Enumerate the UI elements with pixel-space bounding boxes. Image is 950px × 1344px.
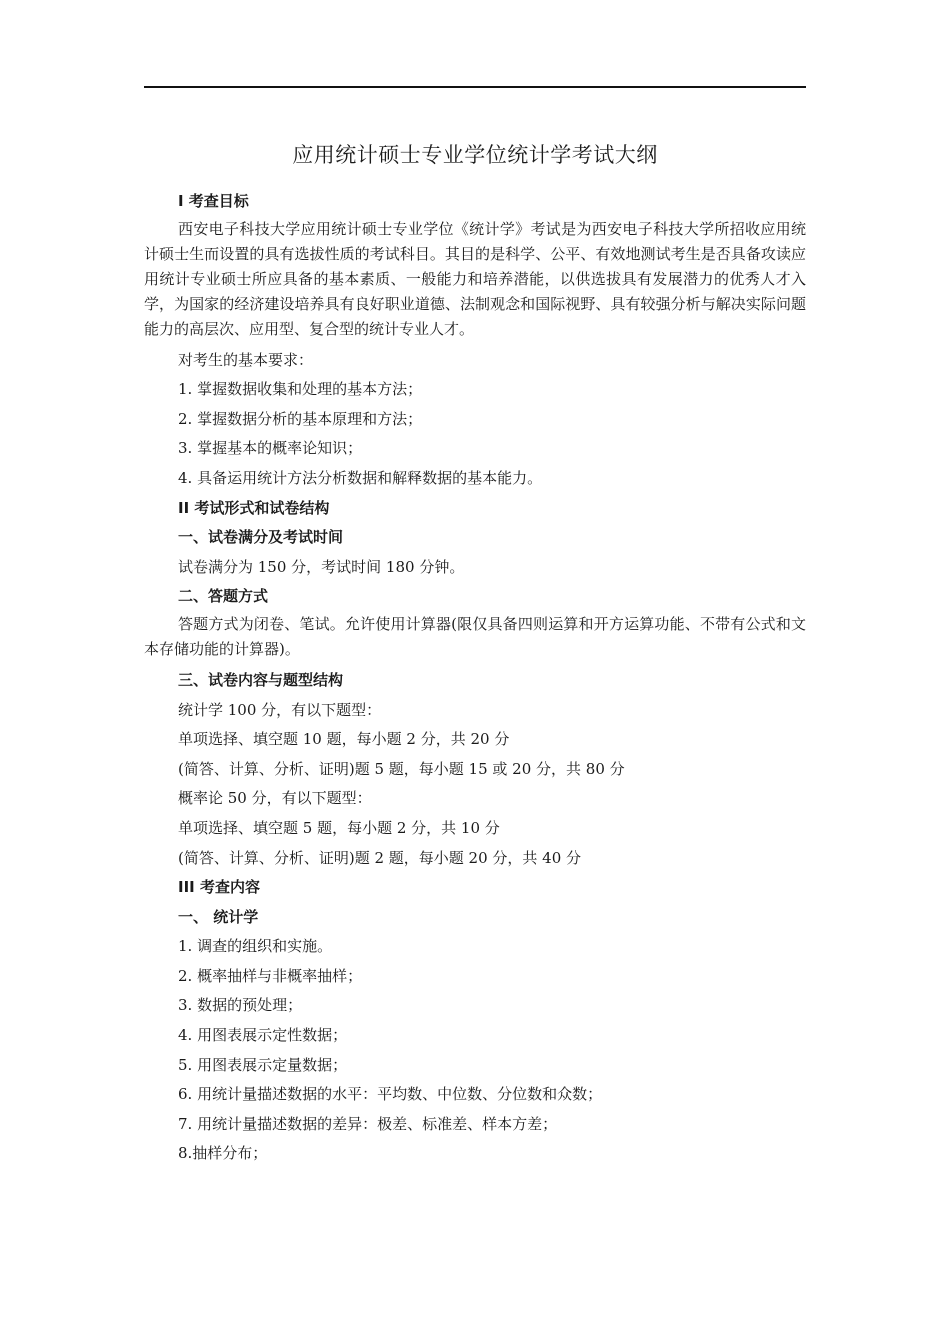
subheading-statistics: 一、 统计学: [178, 907, 259, 926]
header-rule: [144, 86, 806, 88]
subheading-exam-time: 一、试卷满分及考试时间: [178, 528, 344, 547]
subheading-structure: 三、试卷内容与题型结构: [178, 670, 344, 689]
intro-paragraph: 西安电子科技大学应用统计硕士专业学位《统计学》考试是为西安电子科技大学所招收应用统计硕士生而设置的具有选拔性质的考试科目。其目的是科学、公平、有效地测试考生是否具备攻读应用统计专业硕士所应具备的基本素质、一般能力和培养潜能，以供选拔具有发展潜力的优秀人才入学，为国家的经济建设培养具有良好职业道德、法制观念和国际视野、具有较强分析与解决实际问题能力的高层次、应用型、复合型的统计专业人才。: [144, 219, 806, 338]
subheading-answer-mode: 二、答题方式: [178, 587, 269, 606]
content-item: 4. 用图表展示定性数据；: [178, 1026, 348, 1045]
content-item: 5. 用图表展示定量数据；: [178, 1055, 348, 1074]
structure-line: (简答、计算、分析、证明)题 5 题，每小题 15 或 20 分，共 80 分: [178, 759, 625, 778]
requirements-label: 对考生的基本要求：: [178, 350, 314, 369]
document-body: [144, 187, 806, 1169]
section-heading-3: III 考查内容: [178, 878, 260, 897]
section-heading-2: II 考试形式和试卷结构: [178, 498, 330, 517]
content-item: 3. 数据的预处理；: [178, 996, 303, 1015]
structure-line: 单项选择、填空题 5 题，每小题 2 分，共 10 分: [178, 818, 500, 837]
structure-line: 统计学 100 分，有以下题型：: [178, 700, 382, 719]
structure-line: 概率论 50 分，有以下题型：: [178, 789, 372, 808]
requirement-item: 1. 掌握数据收集和处理的基本方法；: [178, 380, 423, 399]
structure-line: 单项选择、填空题 10 题，每小题 2 分，共 20 分: [178, 730, 510, 749]
exam-time-text: 试卷满分为 150 分，考试时间 180 分钟。: [178, 557, 465, 576]
content-item: 8.抽样分布；: [178, 1144, 268, 1163]
page-title: 应用统计硕士专业学位统计学考试大纲: [292, 143, 658, 167]
requirement-item: 2. 掌握数据分析的基本原理和方法；: [178, 409, 423, 428]
content-item: 7. 用统计量描述数据的差异：极差、标准差、样本方差；: [178, 1114, 558, 1133]
content-item: 2. 概率抽样与非概率抽样；: [178, 966, 363, 985]
section-heading-1: I 考查目标: [178, 192, 249, 210]
content-item: 1. 调查的组织和实施。: [178, 937, 333, 956]
requirement-item: 3. 掌握基本的概率论知识；: [178, 439, 363, 458]
requirement-item: 4. 具备运用统计方法分析数据和解释数据的基本能力。: [178, 468, 543, 487]
structure-line: (简答、计算、分析、证明)题 2 题，每小题 20 分，共 40 分: [178, 848, 582, 867]
answer-mode-text: 答题方式为闭卷、笔试。允许使用计算器(限仅具备四则运算和开方运算功能、不带有公式和文本存储功能的计算器)。: [144, 614, 806, 658]
content-item: 6. 用统计量描述数据的水平：平均数、中位数、分位数和众数；: [178, 1085, 603, 1104]
